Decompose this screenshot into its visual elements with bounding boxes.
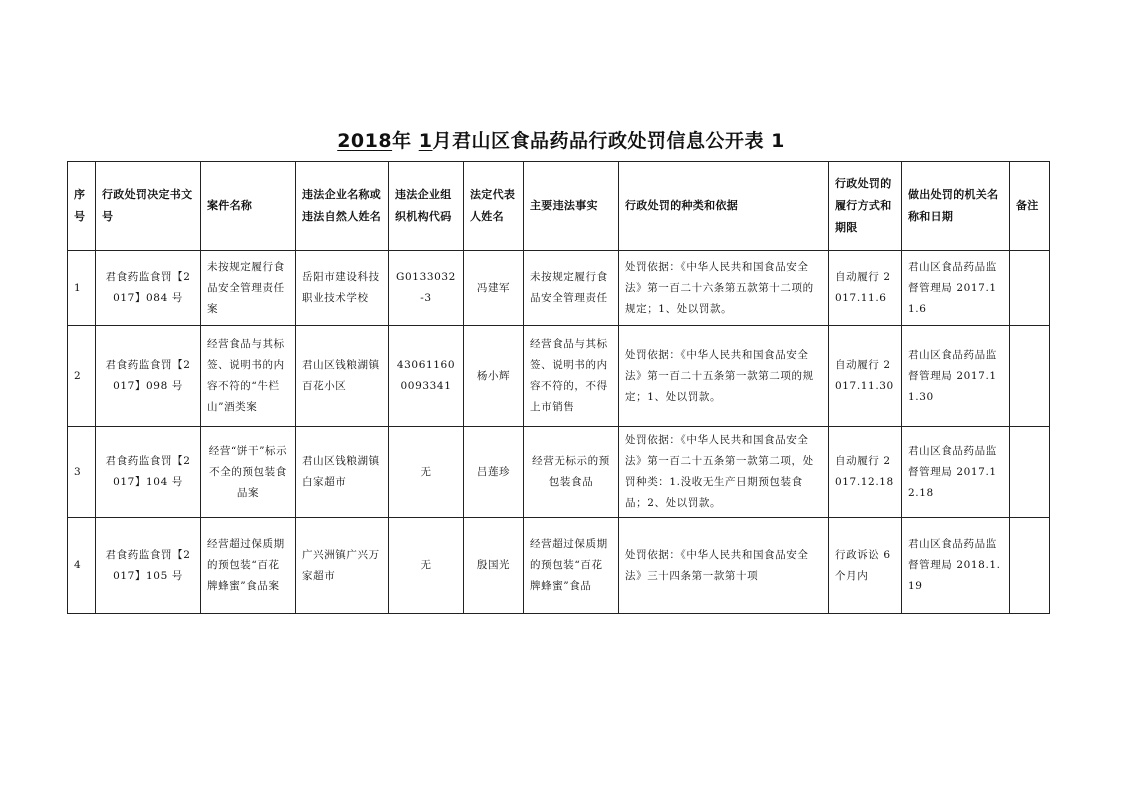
page-title (0, 126, 1122, 153)
cell-penalty: 处罚依据：《中华人民共和国食品安全法》第一百二十五条第一款第二项的规定；1、处以罚款。 (619, 326, 829, 427)
cell-authority: 君山区食品药品监督管理局 2017.11.30 (902, 326, 1010, 427)
cell-execution: 行政诉讼 6 个月内 (829, 518, 902, 614)
cell-doc-no: 君食药监食罚【2017】105 号 (96, 518, 201, 614)
cell-legal-rep: 殷国光 (464, 518, 524, 614)
table-header-row (68, 162, 1050, 251)
cell-facts: 经营食品与其标签、说明书的内容不符的，不得上市销售 (524, 326, 619, 427)
col-header-authority: 做出处罚的机关名称和日期 (902, 162, 1010, 251)
cell-org-code: G0133032-3 (389, 251, 464, 326)
cell-party: 君山区钱粮湖镇百花小区 (296, 326, 389, 427)
col-header-remark: 备注 (1010, 162, 1050, 251)
cell-org-code: 无 (389, 518, 464, 614)
table-row (68, 251, 1050, 326)
cell-doc-no: 君食药监食罚【2017】104 号 (96, 427, 201, 518)
cell-remark (1010, 427, 1050, 518)
cell-case-name: 经营超过保质期的预包装“百花牌蜂蜜”食品案 (201, 518, 296, 614)
cell-seq: 1 (68, 251, 96, 326)
penalty-table (67, 161, 1050, 614)
col-header-seq: 序号 (68, 162, 96, 251)
col-header-execution: 行政处罚的履行方式和期限 (829, 162, 902, 251)
cell-remark (1010, 518, 1050, 614)
col-header-org-code: 违法企业组织机构代码 (389, 162, 464, 251)
title-year-suffix: 年 (392, 130, 419, 152)
cell-doc-no: 君食药监食罚【2017】098 号 (96, 326, 201, 427)
cell-execution: 自动履行 2017.12.18 (829, 427, 902, 518)
cell-seq: 2 (68, 326, 96, 427)
col-header-legal-rep: 法定代表人姓名 (464, 162, 524, 251)
cell-case-name: 未按规定履行食品安全管理责任案 (201, 251, 296, 326)
cell-penalty: 处罚依据：《中华人民共和国食品安全法》第一百二十六条第五款第十二项的规定；1、处以罚款。 (619, 251, 829, 326)
cell-authority: 君山区食品药品监督管理局 2017.12.18 (902, 427, 1010, 518)
cell-legal-rep: 吕莲珍 (464, 427, 524, 518)
cell-party: 君山区钱粮湖镇白家超市 (296, 427, 389, 518)
title-rest: 月君山区食品药品行政处罚信息公开表 1 (432, 130, 785, 152)
col-header-party: 违法企业名称或违法自然人姓名 (296, 162, 389, 251)
cell-authority: 君山区食品药品监督管理局 2018.1.19 (902, 518, 1010, 614)
cell-party: 岳阳市建设科技职业技术学校 (296, 251, 389, 326)
cell-doc-no: 君食药监食罚【2017】084 号 (96, 251, 201, 326)
cell-remark (1010, 326, 1050, 427)
cell-seq: 4 (68, 518, 96, 614)
col-header-penalty: 行政处罚的种类和依据 (619, 162, 829, 251)
cell-facts: 经营无标示的预包装食品 (524, 427, 619, 518)
table-row (68, 518, 1050, 614)
table-row (68, 427, 1050, 518)
cell-penalty: 处罚依据：《中华人民共和国食品安全法》第一百二十五条第一款第二项，处罚种类：1.没收无生产日期预包装食品；2、处以罚款。 (619, 427, 829, 518)
cell-authority: 君山区食品药品监督管理局 2017.11.6 (902, 251, 1010, 326)
cell-legal-rep: 冯建军 (464, 251, 524, 326)
table-row (68, 326, 1050, 427)
title-year: 2018 (337, 130, 393, 152)
cell-case-name: 经营“饼干”标示不全的预包装食品案 (201, 427, 296, 518)
cell-penalty: 处罚依据：《中华人民共和国食品安全法》三十四条第一款第十项 (619, 518, 829, 614)
cell-seq: 3 (68, 427, 96, 518)
cell-party: 广兴洲镇广兴万家超市 (296, 518, 389, 614)
cell-remark (1010, 251, 1050, 326)
cell-org-code: 430611600093341 (389, 326, 464, 427)
cell-case-name: 经营食品与其标签、说明书的内容不符的“牛栏山”酒类案 (201, 326, 296, 427)
cell-execution: 自动履行 2017.11.30 (829, 326, 902, 427)
cell-facts: 经营超过保质期的预包装“百花牌蜂蜜”食品 (524, 518, 619, 614)
cell-legal-rep: 杨小辉 (464, 326, 524, 427)
col-header-facts: 主要违法事实 (524, 162, 619, 251)
col-header-case-name: 案件名称 (201, 162, 296, 251)
title-month: 1 (418, 130, 433, 152)
cell-org-code: 无 (389, 427, 464, 518)
cell-execution: 自动履行 2017.11.6 (829, 251, 902, 326)
cell-facts: 未按规定履行食品安全管理责任 (524, 251, 619, 326)
col-header-doc-no: 行政处罚决定书文号 (96, 162, 201, 251)
